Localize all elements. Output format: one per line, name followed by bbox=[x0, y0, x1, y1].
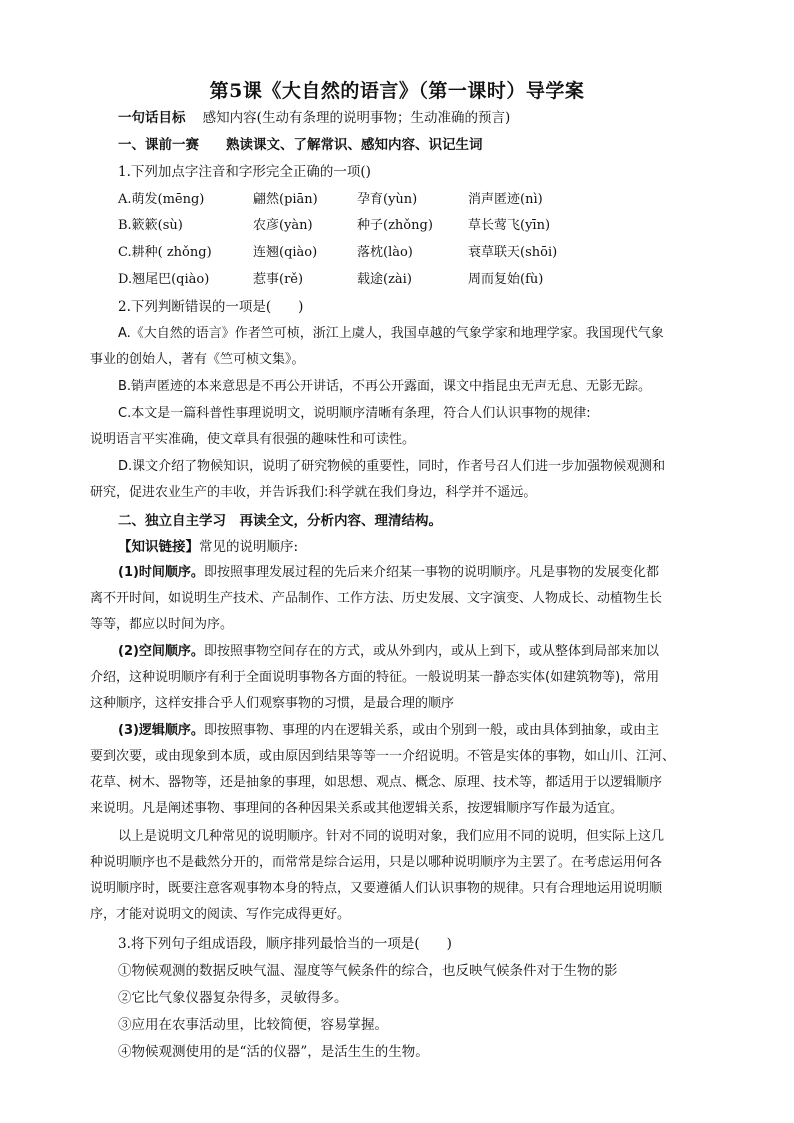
q1-option-d-1: D.翘尾巴(qiào) bbox=[118, 272, 210, 287]
q1-option-a-1: A.萌发(mēng) bbox=[118, 192, 205, 207]
q1-option-b-3: 种子(zhǒng) bbox=[357, 218, 433, 233]
time-order-line3: 等等，都应以时间为序。 bbox=[90, 617, 234, 632]
q1-option-c-4: 衰草联天(shōi) bbox=[468, 245, 558, 260]
logic-order-line3: 花草、树木、器物等，还是抽象的事理，如思想、观点、概念、原理、技术等，都适用于以逻辑顺序 bbox=[90, 775, 663, 790]
q1-option-b-4: 草长莺飞(yīn) bbox=[468, 218, 551, 233]
page-title: 第5课《大自然的语言》（第一课时）导学案 bbox=[209, 80, 585, 102]
q1-option-a-2: 翩然(piān) bbox=[253, 192, 318, 207]
q3-sentence-2: ②它比气象仪器复杂得多，灵敏得多。 bbox=[118, 990, 348, 1006]
q1-option-c-1: C.耕种( zhǒng) bbox=[118, 245, 212, 260]
summary-line4: 序，才能对说明文的阅读、写作完成得更好。 bbox=[90, 907, 351, 922]
summary-line1: 以上是说明文几种常见的说明顺序。针对不同的说明对象，我们应用不同的说明，但实际上这几 bbox=[118, 829, 665, 844]
q1-option-d-4: 周而复始(fù) bbox=[468, 272, 544, 287]
q2-option-c-line1: C.本文是一篇科普性事理说明文，说明顺序清晰有条理，符合人们认识事物的规律: bbox=[118, 406, 591, 421]
q1-option-a-4: 消声匿迹(nì) bbox=[468, 192, 543, 207]
logic-order-line4: 来说明。凡是阐述事物、事理间的各种因果关系或其他逻辑关系，按逻辑顺序写作最为适宜。 bbox=[90, 801, 624, 816]
goal-line bbox=[118, 108, 708, 128]
question-3-stem: 3.将下列句子组成语段，顺序排列最恰当的一项是( ) bbox=[118, 936, 452, 952]
q1-option-b-1: B.簌簌(sù) bbox=[118, 218, 183, 233]
space-order-label: (2)空间顺序。 bbox=[118, 644, 204, 659]
time-order-line1 bbox=[118, 563, 708, 583]
knowledge-link-intro bbox=[118, 537, 708, 557]
logic-order-line1 bbox=[118, 721, 708, 741]
q2-option-d-line1: D.课文介绍了物候知识，说明了研究物候的重要性，同时，作者号召人们进一步加强物候观测和 bbox=[118, 459, 666, 474]
q1-option-d-3: 载途(zài) bbox=[357, 272, 412, 287]
knowledge-link-text: 常见的说明顺序: bbox=[199, 539, 299, 555]
q2-option-d-line2: 研究，促进农业生产的丰收，并告诉我们:科学就在我们身边，科学并不遥远。 bbox=[90, 485, 537, 500]
q1-option-d-2: 惹事(rě) bbox=[253, 272, 304, 287]
goal-text: 感知内容(生动有条理的说明事物；生动准确的预言) bbox=[202, 110, 511, 126]
logic-order-label: (3)逻辑顺序。 bbox=[118, 723, 204, 738]
logic-order-line2: 要到次要，或由现象到本质，或由原因到结果等等一一介绍说明。不管是实体的事物，如山川、江河、 bbox=[90, 749, 676, 764]
goal-label: 一句话目标 bbox=[118, 110, 186, 126]
q1-option-c-2: 连翘(qiào) bbox=[253, 245, 318, 260]
space-order-line1 bbox=[118, 642, 708, 662]
q1-option-c-3: 落枕(lào) bbox=[357, 245, 413, 260]
q2-option-c-line2: 说明语言平实准确，使文章具有很强的趣味性和可读性。 bbox=[90, 432, 416, 447]
q2-option-a-line1: A.《大自然的语言》作者竺可桢，浙江上虞人，我国卓越的气象学家和地理学家。我国现代气象 bbox=[118, 326, 664, 341]
section-heading-2: 二、独立自主学习 再读全文，分析内容、理清结构。 bbox=[118, 513, 442, 529]
q3-sentence-3: ③应用在农事活动里，比较简便，容易掌握。 bbox=[118, 1017, 388, 1033]
space-order-line2: 介绍，这种说明顺序有利于全面说明事物各方面的特征。一般说明某一静态实体(如建筑物等)，常用 bbox=[90, 670, 660, 685]
summary-line2: 种说明顺序也不是截然分开的，而常常是综合运用，只是以哪种说明顺序为主罢了。在考虑运用何各 bbox=[90, 855, 663, 870]
time-order-text: 即按照事理发展过程的先后来介绍某一事物的说明顺序。凡是事物的发展变化都 bbox=[203, 565, 659, 580]
q2-option-a-line2: 事业的创始人，著有《竺可桢文集》。 bbox=[90, 352, 305, 367]
q1-option-b-2: 农彦(yàn) bbox=[253, 218, 313, 233]
question-2-stem: 2.下列判断错误的一项是( ) bbox=[118, 299, 304, 315]
q1-option-a-3: 孕育(yùn) bbox=[357, 192, 418, 207]
q3-sentence-4: ④物候观测使用的是“活的仪器”，是活生生的生物。 bbox=[118, 1044, 429, 1060]
knowledge-link-tag: 【知识链接】 bbox=[118, 539, 199, 555]
section-heading-1: 一、课前一赛 熟读课文、了解常识、感知内容、识记生词 bbox=[118, 137, 483, 153]
space-order-text: 即按照事物空间存在的方式，或从外到内，或从上到下，或从整体到局部来加以 bbox=[203, 644, 659, 659]
q2-option-b: B.销声匿迹的本来意思是不再公开讲话，不再公开露面，课文中指昆虫无声无息、无影无踪。 bbox=[118, 379, 652, 394]
time-order-label: (1)时间顺序。 bbox=[118, 565, 204, 580]
q3-sentence-1: ①物候观测的数据反映气温、湿度等气候条件的综合，也反映气候条件对于生物的影 bbox=[118, 963, 618, 979]
question-1-stem: 1.下列加点字注音和字形完全正确的一项() bbox=[118, 164, 371, 180]
summary-line3: 说明顺序时，既要注意客观事物本身的特点，又要遵循人们认识事物的规律。只有合理地运用说明顺 bbox=[90, 881, 663, 896]
space-order-line3: 这种顺序，这样安排合乎人们观察事物的习惯，是最合理的顺序 bbox=[90, 696, 455, 711]
time-order-line2: 离不开时间，如说明生产技术、产品制作、工作方法、历史发展、文字演变、人物成长、动植物生长 bbox=[90, 591, 663, 606]
logic-order-text: 即按照事物、事理的内在逻辑关系，或由个别到一般，或由具体到抽象，或由主 bbox=[203, 723, 659, 738]
